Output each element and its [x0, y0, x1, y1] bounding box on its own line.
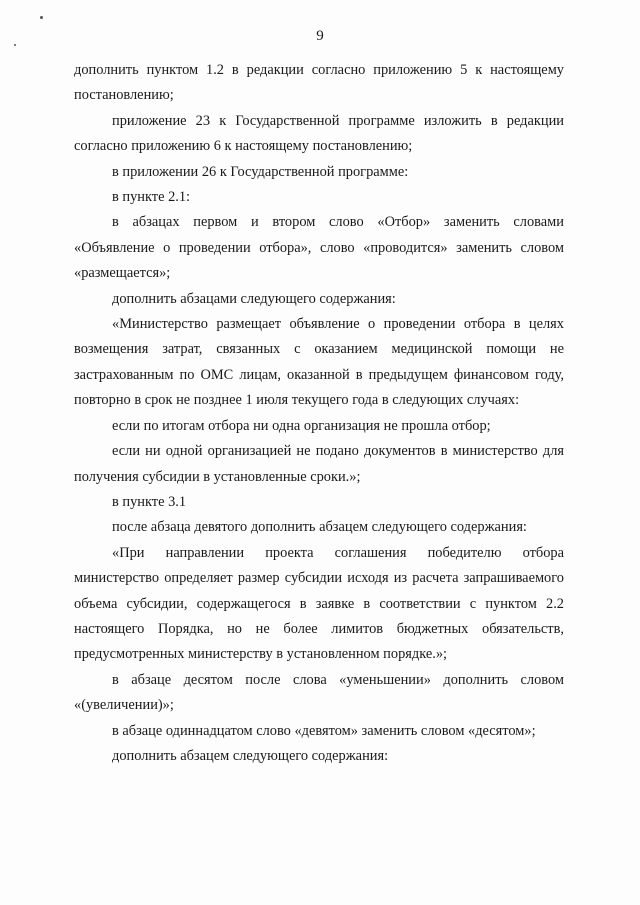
- paragraph: в приложении 26 к Государственной программе:: [112, 163, 409, 180]
- document-body: [74, 58, 564, 769]
- paragraph: если ни одной организацией не подано документов в министерство для получения субсидии в установленные сроки.»;: [74, 443, 564, 485]
- paragraph: если по итогам отбора ни одна организация не прошла отбор;: [112, 417, 491, 434]
- paragraph: в пункте 2.1:: [112, 189, 191, 206]
- paragraph: в пункте 3.1: [112, 493, 187, 510]
- paragraph: в абзаце десятом после слова «уменьшении» дополнить словом «(увеличении)»;: [74, 671, 564, 714]
- paragraph: в абзаце одиннадцатом слово «девятом» заменить словом «десятом»;: [112, 722, 536, 739]
- paragraph: дополнить абзацем следующего содержания:: [112, 747, 389, 764]
- paragraph: «Министерство размещает объявление о проведении отбора в целях возмещения затрат, связанных с оказанием медицинской помощи не застрахованным по ОМС лицам, оказанной в предыдущем финансовом году, повторно в срок не позднее 1 июля текущего года в следующих случаях:: [74, 316, 564, 409]
- paragraph: после абзаца девятого дополнить абзацем следующего содержания:: [112, 519, 527, 536]
- paragraph: приложение 23 к Государственной программе изложить в редакции согласно приложению 6 к настоящему постановлению;: [74, 112, 564, 155]
- page-number: 9: [316, 28, 324, 44]
- paragraph: «При направлении проекта соглашения победителю отбора министерство определяет размер субсидии исходя из расчета запрашиваемого объема субсидии, содержащегося в заявке в соответствии с пунктом 2.2 настоящего Порядка, но не более лимитов бюджетных обязательств, предусмотренных министерству в установленном порядке.»;: [74, 544, 564, 663]
- paragraph: дополнить пунктом 1.2 в редакции согласно приложению 5 к настоящему постановлению;: [74, 62, 564, 104]
- paragraph: в абзацах первом и втором слово «Отбор» заменить словами «Объявление о проведении отбора», слово «проводится» заменить словом «размещается»;: [74, 214, 564, 282]
- scan-speck: [40, 16, 43, 19]
- paragraph: дополнить абзацами следующего содержания:: [112, 290, 396, 307]
